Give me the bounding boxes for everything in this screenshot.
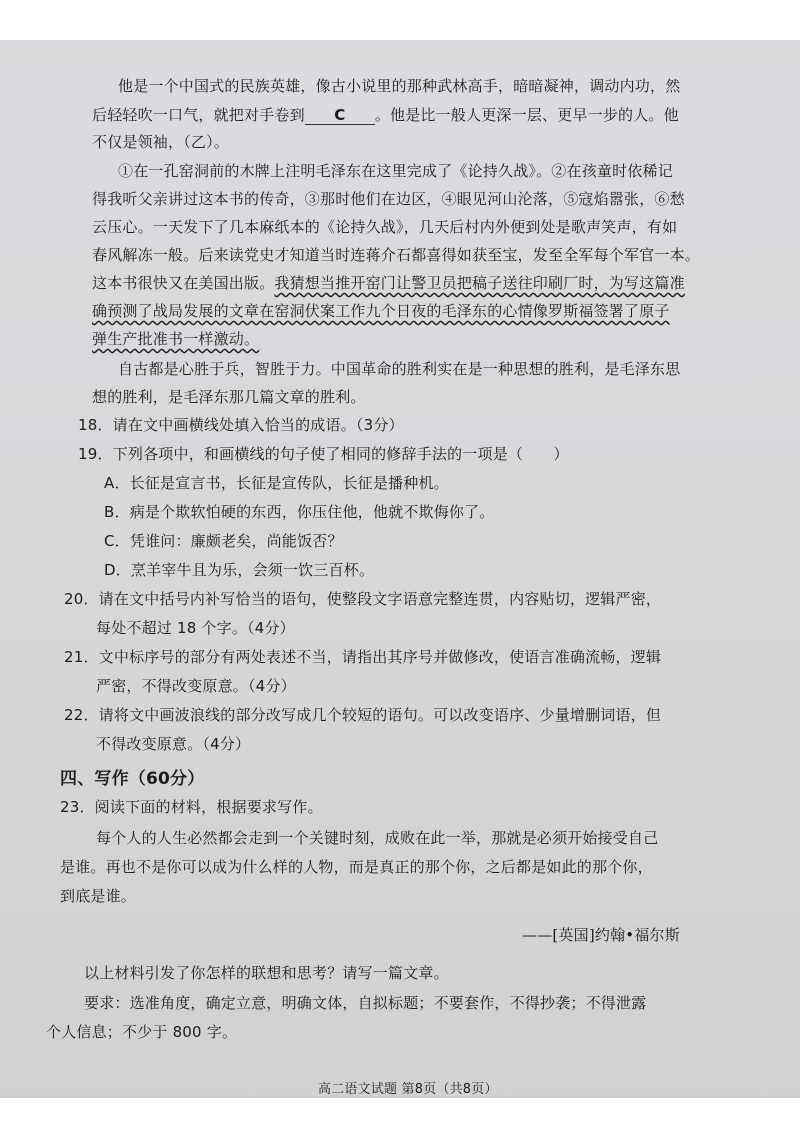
question-22: 22．请将文中画波浪线的部分改写成几个较短的语句。可以改变语序、少量增删词语，但 [64, 706, 662, 724]
question-22-cont: 不得改变原意。（4分） [96, 735, 251, 753]
question-19-option-a: A．长征是宣言书，长征是宣传队，长征是播种机。 [104, 474, 449, 492]
wavy-underlined-sentence: 确预测了战局发展的文章在窑洞伏案工作九个日夜的毛泽东的心情像罗斯福签署了原子 [92, 302, 670, 320]
question-20: 20．请在文中括号内补写恰当的语句，使整段文字语意完整连贯，内容贴切，逻辑严密， [64, 590, 662, 608]
passage-line: 想的胜利，是毛泽东那几篇文章的胜利。 [92, 388, 366, 406]
material-line: 每个人的人生必然都会走到一个关键时刻，成败在此一举，那就是必须开始接受自己 [96, 829, 659, 847]
question-19-option-c: C．凭谁问：廉颇老矣，尚能饭否？ [104, 532, 343, 550]
writing-prompt: 以上材料引发了你怎样的联想和思考？请写一篇文章。 [84, 964, 449, 982]
question-23: 23．阅读下面的材料，根据要求写作。 [60, 798, 323, 816]
material-line: 到底是谁。 [60, 887, 137, 905]
page-footer: 高二语文试题 第8页（共8页） [318, 1082, 498, 1097]
passage-line: 云压心。一天发下了几本麻纸本的《论持久战》，几天后村内外便到处是歌声笑声，有如 [92, 218, 678, 236]
wavy-underlined-sentence: 弹生产批准书一样激动。 [92, 330, 260, 348]
writing-requirements: 要求：选准角度，确定立意，明确文体，自拟标题；不要套作，不得抄袭；不得泄露 [84, 994, 647, 1012]
passage-text: 这本书很快又在美国出版。 [92, 274, 275, 292]
passage-text: 后轻轻吹一口气，就把对手卷到 [92, 106, 305, 124]
passage-line [92, 272, 685, 293]
passage-line: 他是一个中国式的民族英雄，像古小说里的那种武林高手，暗暗凝神，调动内功，然 [118, 77, 681, 95]
passage-line: 春风解冻一般。后来读党史才知道当时连蒋介石都喜得如获至宝，发至全军每个军官一本。 [92, 246, 701, 264]
passage-line [92, 104, 679, 125]
question-21: 21．文中标序号的部分有两处表述不当，请指出其序号并做修改，使语言准确流畅，逻辑 [64, 648, 662, 666]
writing-requirements-cont: 个人信息；不少于 800 字。 [46, 1023, 238, 1041]
material-line: 是谁。再也不是你可以成为什么样的人物，而是真正的那个你，之后都是如此的那个你， [60, 858, 653, 876]
question-19-option-d: D．烹羊宰牛且为乐，会须一饮三百杯。 [104, 561, 375, 579]
passage-line: 自古都是心胜于兵，智胜于力。中国革命的胜利实在是一种思想的胜利，是毛泽东思 [118, 360, 681, 378]
passage-text: 。他是比一般人更深一层、更早一步的人。他 [374, 106, 679, 124]
passage-line: 得我听父亲讲过这本书的传奇，③那时他们在边区，④眼见河山沦落，⑤寇焰嚣张，⑥愁 [92, 190, 685, 208]
passage-line: 不仅是领袖，（乙）。 [92, 133, 230, 151]
material-attribution: ——[英国]约翰•福尔斯 [522, 926, 680, 944]
question-18: 18．请在文中画横线处填入恰当的成语。（3分） [78, 416, 404, 434]
passage-line: ①在一孔窑洞前的木牌上注明毛泽东在这里完成了《论持久战》。②在孩童时依稀记 [118, 162, 673, 180]
wavy-underlined-sentence: 我猜想当推开窑门让警卫员把稿子送往印刷厂时，为写这篇准 [274, 274, 685, 292]
idiom-blank: C [305, 106, 375, 125]
question-21-cont: 严密，不得改变原意。（4分） [96, 677, 296, 695]
question-19: 19．下列各项中，和画横线的句子使了相同的修辞手法的一项是（ ） [78, 445, 569, 463]
question-20-cont: 每处不超过 18 个字。（4分） [96, 619, 295, 637]
section-heading-writing: 四、写作（60分） [60, 769, 205, 789]
question-19-option-b: B．病是个欺软怕硬的东西，你压住他，他就不欺侮你了。 [104, 503, 495, 521]
